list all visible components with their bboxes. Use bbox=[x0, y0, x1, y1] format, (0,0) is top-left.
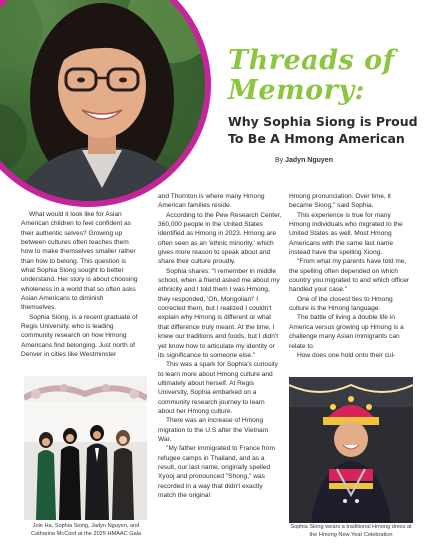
article-column-3 bbox=[289, 192, 413, 360]
portrait-illustration bbox=[0, 0, 205, 201]
paragraph: According to the Pew Research Center, 360,000 people in the United States identified as Hmong in 2023. Hmong are often seen as an 'ethnic minority,' which gives more reason to speak about and share their culture proudly. bbox=[158, 211, 282, 266]
paragraph: There was an increase of Hmong migration to the U.S after the Vietnam War. bbox=[158, 417, 269, 443]
paragraph: and Thornton is where many Hmong American families reside. bbox=[158, 193, 265, 210]
article-subtitle: Why Sophia Siong is Proud To Be A Hmong American bbox=[228, 114, 418, 146]
gala-photo-illustration bbox=[24, 376, 147, 520]
byline-author: Jadyn Nguyen bbox=[285, 157, 333, 164]
dress-photo-illustration bbox=[289, 377, 413, 523]
article-column-1 bbox=[21, 210, 140, 360]
dress-photo-caption: Sophia Siong wears a traditional Hmong dress at the Hmong New Year Celebration bbox=[290, 524, 412, 538]
title-line-2: Memory: bbox=[228, 75, 366, 106]
title-line-1: Threads of bbox=[228, 45, 395, 76]
hero-portrait-photo bbox=[0, 0, 205, 201]
paragraph: One of the closest ties to Hmong culture is the Hmong language. bbox=[289, 295, 393, 313]
byline bbox=[275, 157, 333, 164]
paragraph: This was a spark for Sophia's curiosity to learn more about Hmong culture and ultimately about herself. At Regis University, Sophia embarked on a community research journey to learn about her Hmong culture. bbox=[158, 361, 278, 415]
paragraph: The battle of living a double life in America versus growing up Hmong is a challenge many Asian immigrants can relate to. bbox=[289, 314, 404, 350]
paragraph: Sophia Siong, is a recent graduate of Regis University, who is leading community research on how Hmong Americans find belonging. Just north of Denver in cities like Westminster bbox=[21, 313, 138, 359]
paragraph: How does one hold onto their cul- bbox=[297, 351, 396, 359]
paragraph: This experience is true for many Hmong individuals who migrated to the United States as well. Most Hmong Americans with the same last name instead have the spelling Xiong. bbox=[289, 211, 403, 257]
gala-group-photo bbox=[24, 376, 147, 520]
paragraph: What would it look like for Asian American children to feel confident as their authentic selves? Growing up between cultures often teaches them how to make themselves smaller rather than how to belong. This question is what Sophia Siong sought to better understand. Her story is about choosing wholeness in a world that so often asks Asian Americans to diminish themselves. bbox=[21, 211, 138, 312]
paragraph: Sophia shares: "I remember in middle school, when a friend asked me about my ethnicity and I told them I was Hmong, they responded, 'Oh, Mongolian!' I corrected them, but I realized I couldn't explain why Hmong is different or what that difference truly meant. At the time, I knew our traditions and foods, but I didn't yet know how to articulate my identity or its significance to someone else." bbox=[158, 267, 280, 359]
byline-prefix: By bbox=[275, 157, 284, 164]
article-column-2 bbox=[158, 192, 282, 500]
paragraph: Hmong pronunciation. Over time, it became Siong," said Sophia. bbox=[289, 193, 391, 210]
paragraph: "From what my parents have told me, the spelling often depended on which country you migrated to and which officer handled your case." bbox=[289, 258, 410, 294]
hmong-dress-photo bbox=[289, 377, 413, 523]
gala-photo-caption: Joie Ha, Sophia Siong, Jadyn Nguyen, and Catharine McCord at the 2025 HMAAC Gala bbox=[30, 523, 142, 537]
paragraph: "My father immigrated to France from refugee camps in Thailand, and as a result, our last name, originally spelled Xyooj and pronounced "Shong," was recorded in a way that didn't exactly match the original bbox=[158, 445, 275, 499]
article-title bbox=[228, 46, 428, 106]
